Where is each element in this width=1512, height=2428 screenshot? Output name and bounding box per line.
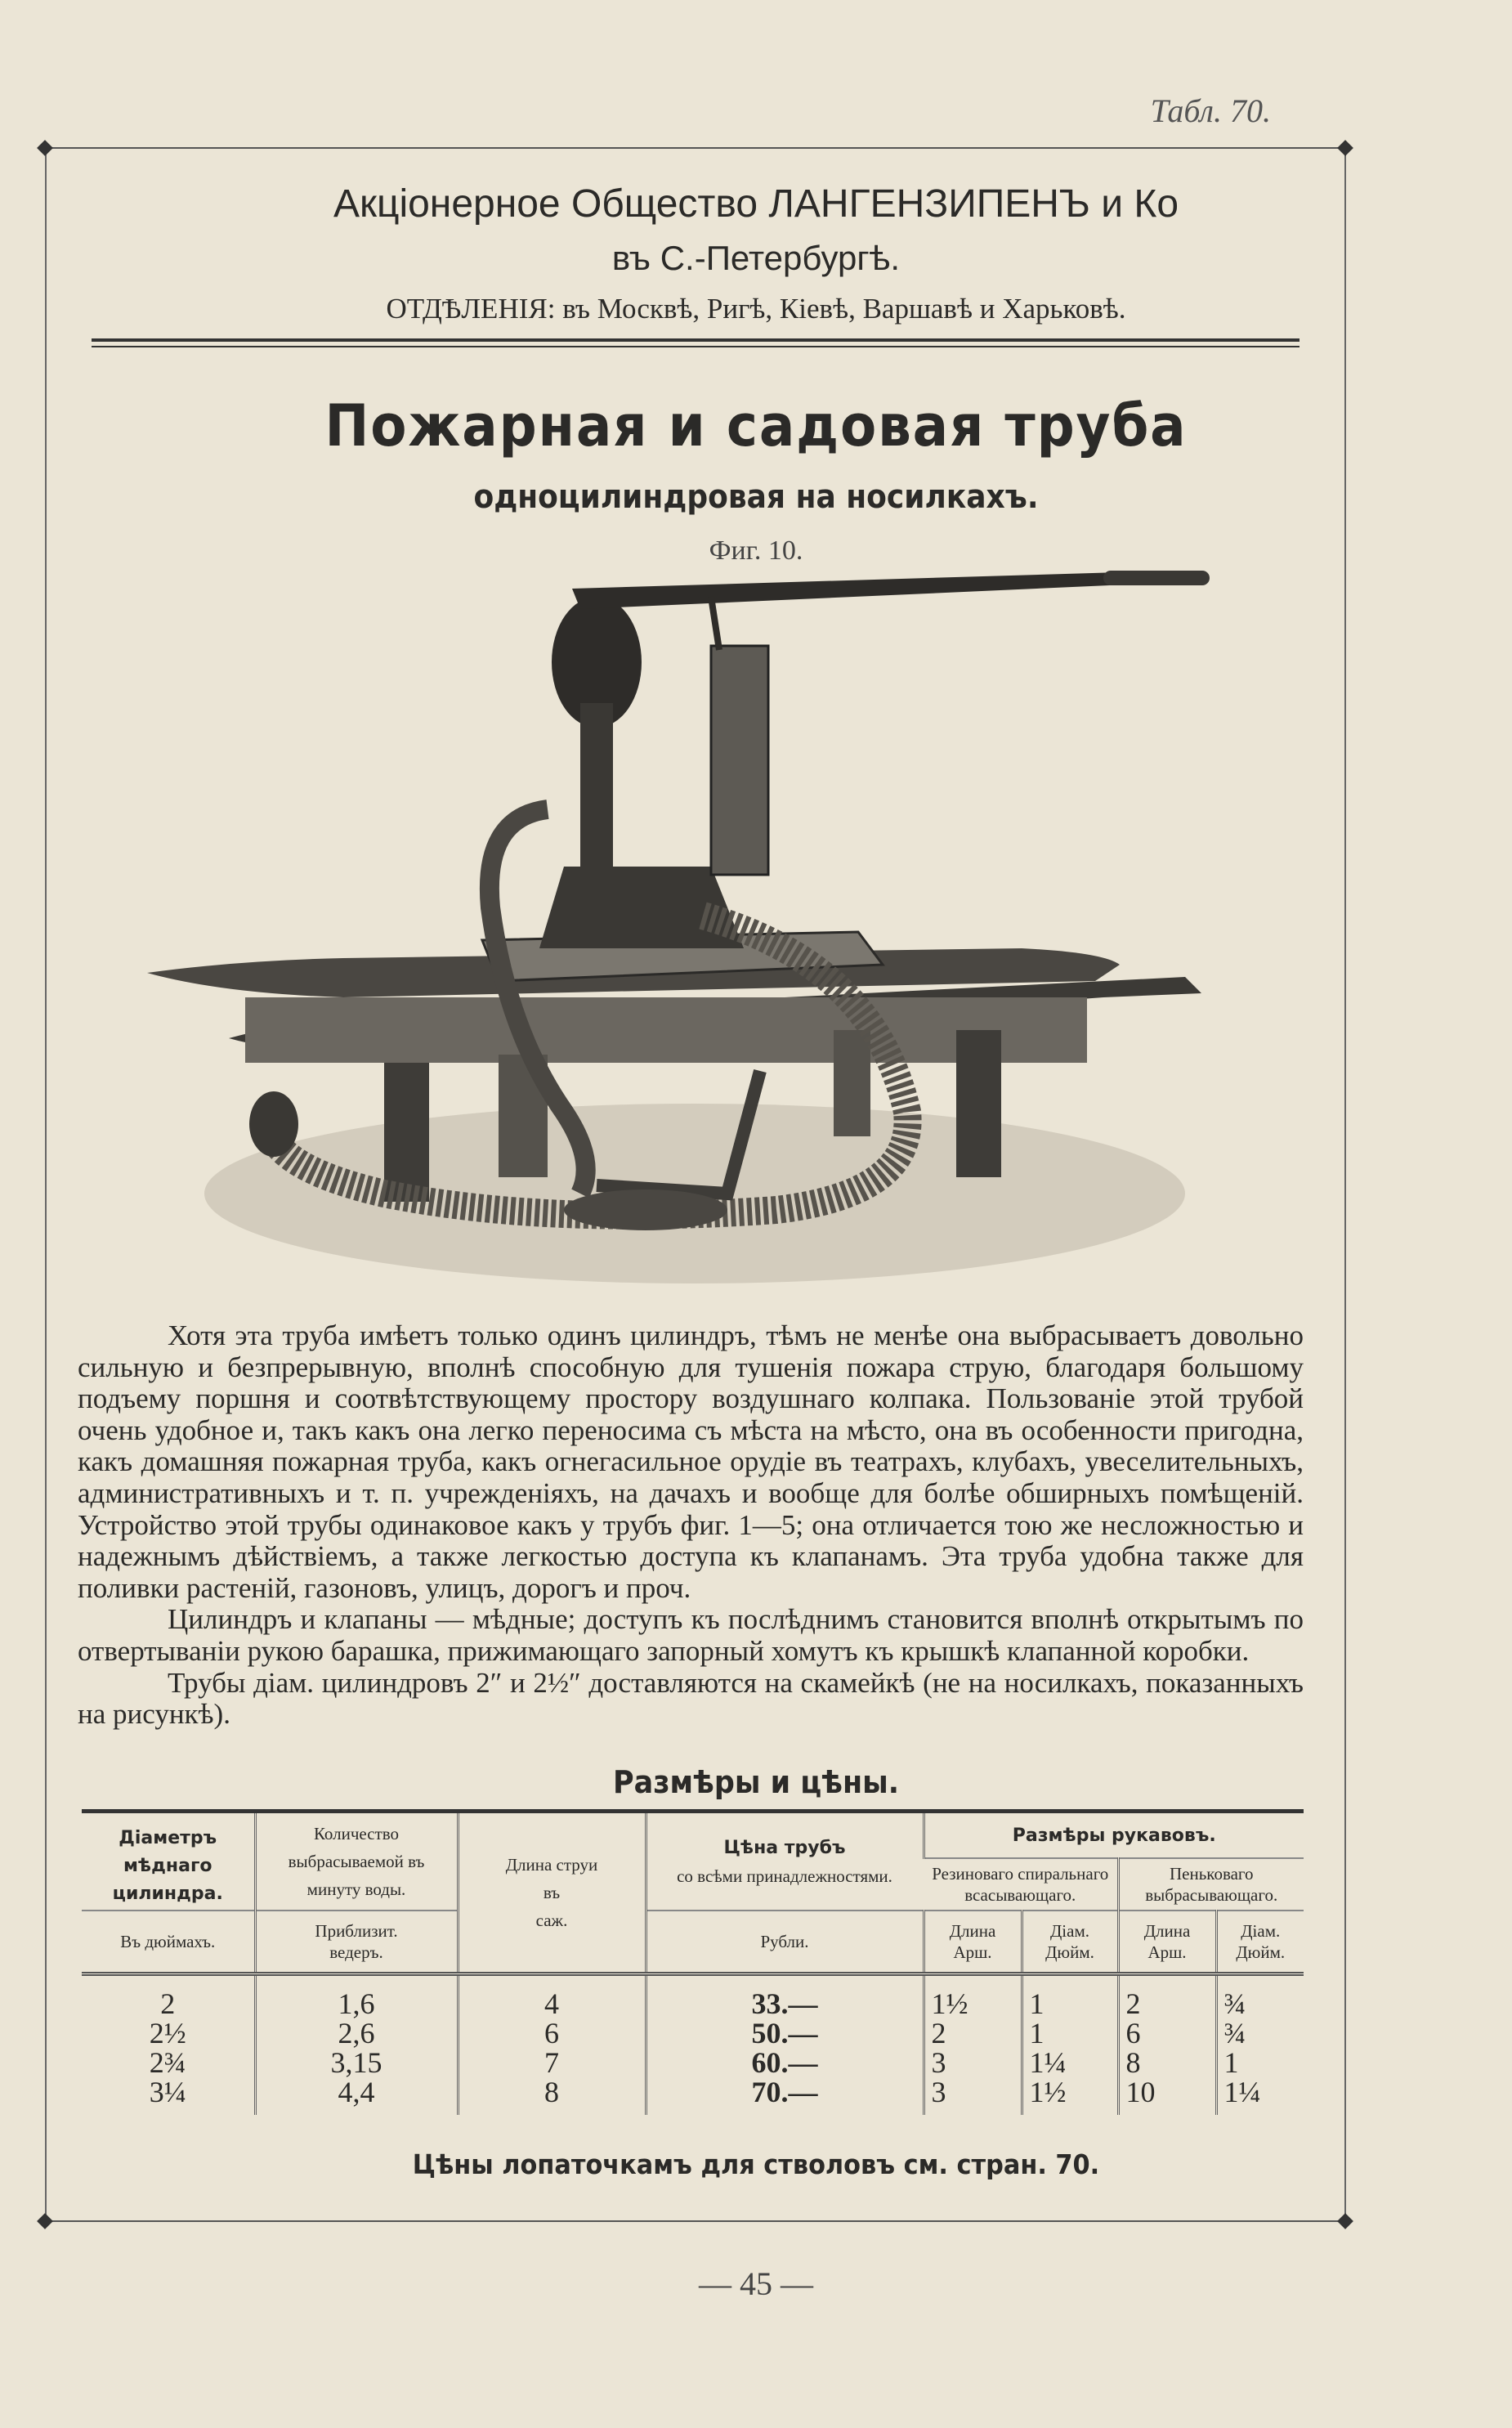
header-rubber: Резиноваго спиральнаго всасывающаго.: [924, 1858, 1118, 1911]
page-number: — 45 —: [699, 2265, 813, 2302]
cell-quantity: 3,15: [255, 2048, 458, 2077]
cell-jet: 6: [458, 2018, 646, 2048]
prices-table: [82, 1809, 1304, 2115]
cell-price: 70.—: [646, 2077, 924, 2115]
corner-ornament: [37, 140, 53, 156]
cell-rubber-len: 2: [924, 2018, 1022, 2048]
header-hoses: Размѣры рукавовъ.: [924, 1812, 1304, 1859]
prices-heading: Размѣры и цѣны.: [612, 1764, 900, 1800]
cell-jet: 4: [458, 1974, 646, 2019]
cell-quantity: 2,6: [255, 2018, 458, 2048]
header-diameter-unit: Въ дюймахъ.: [82, 1911, 255, 1974]
description-text: [78, 1320, 1304, 1731]
fire-pump-illustration: [139, 540, 1242, 1300]
company-branches: ОТДѢЛЕНІЯ: въ Москвѣ, Ригѣ, Кіевѣ, Варшавѣ и Харьковѣ.: [386, 293, 1126, 325]
cell-rubber-diam: 1½: [1022, 2077, 1118, 2115]
corner-ornament: [1337, 140, 1353, 156]
frame-left-line: [45, 147, 47, 2221]
cell-rubber-len: 3: [924, 2077, 1022, 2115]
description-paragraph: Цилиндръ и клапаны — мѣдные; доступъ къ послѣднимъ становится вполнѣ открытымъ по отвертываніи рукою барашка, прижимающаго запорный хомутъ къ крышкѣ клапанной коробки.: [78, 1603, 1304, 1667]
cell-price: 60.—: [646, 2048, 924, 2077]
cell-price: 33.—: [646, 1974, 924, 2019]
description-paragraph: Трубы діам. цилиндровъ 2″ и 2½″ доставляются на скамейкѣ (не на носилкахъ, показанныхъ на рисункѣ).: [78, 1666, 1304, 1731]
table-row: [82, 2077, 1304, 2115]
cell-hemp-diam: ¾: [1216, 1974, 1304, 2019]
frame-top-line: [45, 147, 1346, 149]
cell-quantity: 1,6: [255, 1974, 458, 2019]
cell-hemp-len: 2: [1118, 1974, 1216, 2019]
header-quantity-unit: Приблизит. ведеръ.: [255, 1911, 458, 1974]
header-rubber-diam: Діам. Дюйм.: [1022, 1911, 1118, 1974]
header-price-label: Цѣна трубъ: [723, 1837, 846, 1858]
cell-rubber-diam: 1¼: [1022, 2048, 1118, 2077]
page-subtitle: одноцилиндровая на носилкахъ.: [473, 478, 1039, 516]
cell-rubber-diam: 1: [1022, 2018, 1118, 2048]
cell-price: 50.—: [646, 2018, 924, 2048]
header-jet: [458, 1812, 646, 1974]
figure-caption: Фиг. 10.: [709, 535, 803, 566]
corner-ornament: [37, 2213, 53, 2229]
table-number-label: Табл. 70.: [1150, 92, 1271, 129]
header-jet-unit: саж.: [535, 1911, 568, 1930]
frame-bottom-line: [45, 2220, 1346, 2222]
cell-hemp-len: 6: [1118, 2018, 1216, 2048]
header-hemp-length: Длина Арш.: [1118, 1911, 1216, 1974]
company-name: Акціонерное Общество ЛАНГЕНЗИПЕНЪ и Ко: [333, 182, 1179, 226]
header-rubber-length: Длина Арш.: [924, 1911, 1022, 1974]
description-paragraph: Хотя эта труба имѣетъ только одинъ цилиндръ, тѣмъ не менѣе она выбрасываетъ довольно сильную и безпрерывную, вполнѣ способную для тушенія пожара струю, благодаря большому подъему поршня и соотвѣтствующему простору воздушнаго колпака. Пользованіе этой трубой очень удобное и, такъ какъ она легко переносима съ мѣста на мѣсто, она въ особенности пригодна, какъ домашняя пожарная труба, какъ огнегасильное орудіе въ театрахъ, клубахъ, увеселительныхъ, административныхъ и т. п. учрежденіяхъ, на дачахъ и вообще для болѣе обширныхъ помѣщеній. Устройство этой трубы одинаковое какъ у трубъ фиг. 1—5; она отличается тою же несложностью и надежнымъ дѣйствіемъ, а также легкостью доступа къ клапанамъ. Эта труба удобна также для поливки растеній, газоновъ, улицъ, дорогъ и проч.: [78, 1319, 1304, 1604]
cell-rubber-len: 1½: [924, 1974, 1022, 2019]
header-rule: [92, 338, 1300, 342]
header-hemp-diam: Діам. Дюйм.: [1216, 1911, 1304, 1974]
header-diameter: Діаметръ мѣднаго цилиндра.: [112, 1828, 223, 1904]
header-price-note: со всѣми принадлежностями.: [677, 1866, 892, 1886]
header-quantity: Количество выбрасываемой въ минуту воды.: [255, 1812, 458, 1911]
cell-hemp-len: 8: [1118, 2048, 1216, 2077]
corner-ornament: [1337, 2213, 1353, 2229]
footnote: Цѣны лопаточкамъ для стволовъ см. стран. 70.: [412, 2148, 1100, 2180]
cell-diameter: 2: [160, 1987, 176, 2020]
cell-hemp-diam: 1¼: [1216, 2077, 1304, 2115]
cell-rubber-diam: 1: [1022, 1974, 1118, 2019]
cell-diameter: 2½: [149, 2017, 186, 2049]
cell-hemp-diam: ¾: [1216, 2018, 1304, 2048]
header-price: [646, 1812, 924, 1911]
page-title: Пожарная и садовая труба: [324, 392, 1188, 459]
cell-hemp-diam: 1: [1216, 2048, 1304, 2077]
cell-diameter: 3¼: [149, 2076, 186, 2108]
table-row: [82, 1974, 1304, 2019]
cell-rubber-len: 3: [924, 2048, 1022, 2077]
header-hemp: Пеньковаго выбрасывающаго.: [1118, 1858, 1304, 1911]
company-city: въ С.-Петербургѣ.: [611, 239, 901, 277]
cell-quantity: 4,4: [255, 2077, 458, 2115]
table-row: [82, 2048, 1304, 2077]
cell-jet: 7: [458, 2048, 646, 2077]
cell-jet: 8: [458, 2077, 646, 2115]
header-jet-label: Длина струи въ: [505, 1855, 598, 1902]
cell-diameter: 2¾: [149, 2046, 186, 2079]
header-rule: [92, 346, 1300, 347]
header-price-unit: Рубли.: [646, 1911, 924, 1974]
table-row: [82, 2018, 1304, 2048]
cell-hemp-len: 10: [1118, 2077, 1216, 2115]
